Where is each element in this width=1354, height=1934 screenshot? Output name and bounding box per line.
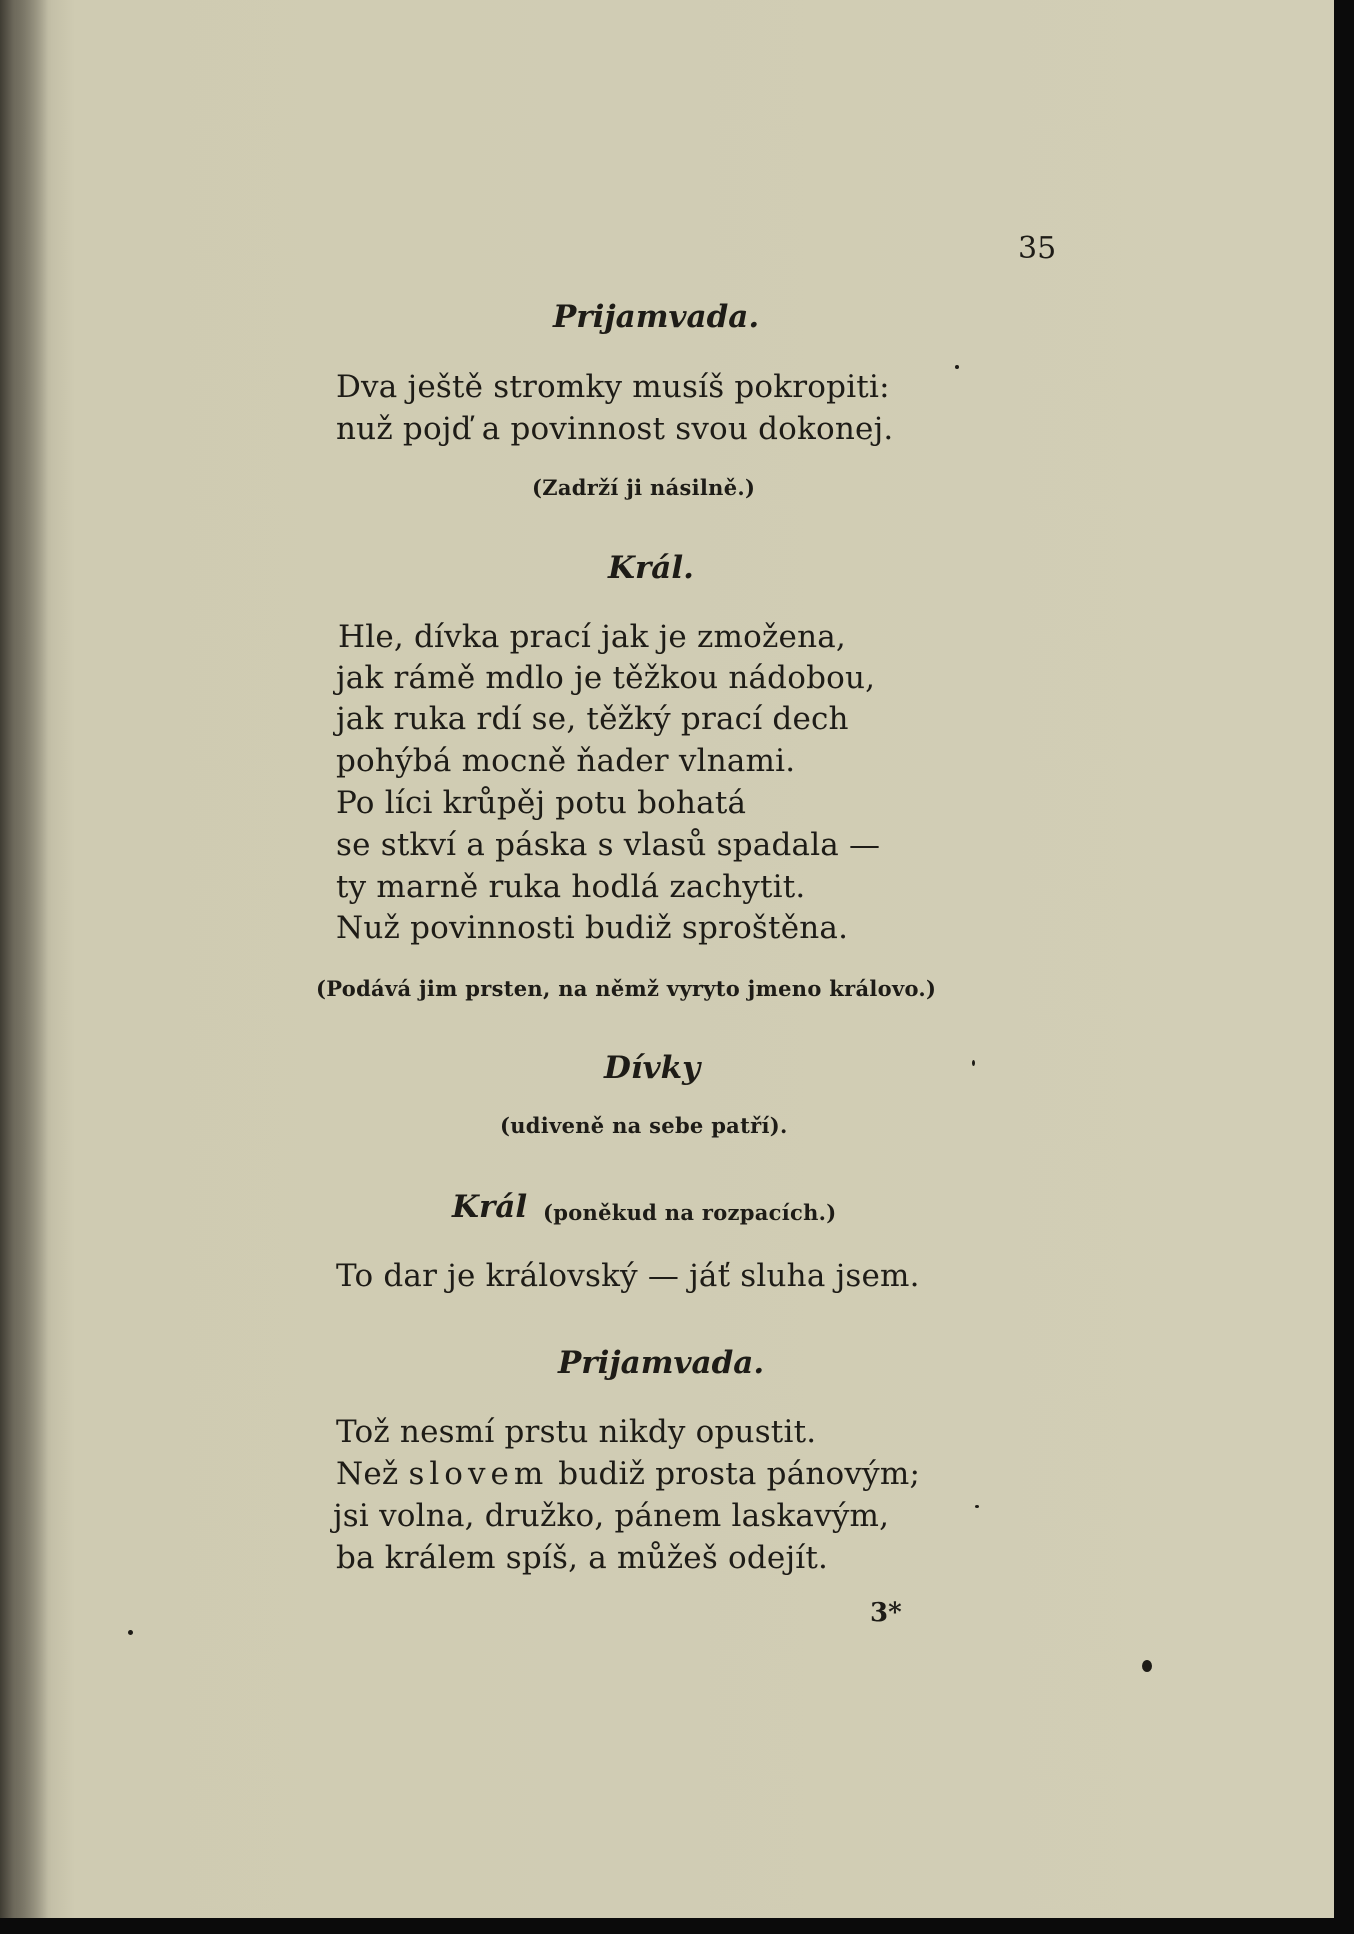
speaker-divky: Dívky bbox=[604, 1050, 701, 1086]
stage-direction: (Zadrží ji násilně.) bbox=[532, 475, 756, 500]
verse-line: Dva ještě stromky musíš pokropiti: bbox=[336, 369, 890, 405]
stage-direction: (poněkud na rozpacích.) bbox=[543, 1200, 837, 1225]
verse-line: jsi volna, družko, pánem laskavým, bbox=[333, 1498, 890, 1534]
speaker-prijamvada-2: Prijamvada. bbox=[558, 1345, 765, 1381]
verse-line: ba králem spíš, a můžeš odejít. bbox=[336, 1540, 829, 1576]
speaker-prijamvada-1: Prijamvada. bbox=[553, 299, 760, 335]
verse-line: se stkví a páska s vlasů spadala — bbox=[336, 827, 881, 863]
verse-line: ty marně ruka hodlá zachytit. bbox=[336, 869, 806, 905]
ink-speck bbox=[128, 1630, 133, 1635]
ink-speck bbox=[975, 1505, 979, 1508]
speaker-kral-1: Král. bbox=[608, 550, 694, 586]
page-number: 35 bbox=[1018, 231, 1057, 266]
ink-speck bbox=[1142, 1660, 1152, 1672]
verse-line: Hle, dívka prací jak je zmožena, bbox=[338, 619, 846, 655]
verse-line: To dar je královský — jáť sluha jsem. bbox=[336, 1258, 920, 1294]
verse-line: Po líci krůpěj potu bohatá bbox=[336, 785, 747, 821]
page-gutter-shadow bbox=[0, 0, 48, 1918]
verse-line: jak rámě mdlo je těžkou nádobou, bbox=[336, 660, 876, 696]
verse-line bbox=[336, 1456, 921, 1492]
ink-speck bbox=[955, 365, 959, 369]
ink-speck bbox=[972, 1060, 975, 1066]
signature-mark: 3* bbox=[870, 1598, 902, 1628]
verse-line: nuž pojď a povinnost svou dokonej. bbox=[336, 411, 894, 447]
stage-direction: (udiveně na sebe patří). bbox=[500, 1113, 788, 1138]
speaker-kral-2: Král bbox=[452, 1189, 528, 1225]
verse-line: Nuž povinnosti budiž sproštěna. bbox=[336, 910, 849, 946]
stage-direction: (Podává jim prsten, na němž vyryto jmeno královo.) bbox=[316, 976, 937, 1001]
verse-line: pohýbá mocně ňader vlnami. bbox=[336, 743, 796, 779]
verse-fragment: Než bbox=[336, 1456, 399, 1492]
verse-fragment: budiž prosta pánovým; bbox=[558, 1456, 921, 1492]
verse-line: jak ruka rdí se, těžký prací dech bbox=[336, 701, 849, 737]
verse-line: Tož nesmí prstu nikdy opustit. bbox=[336, 1414, 817, 1450]
verse-emphasis: slovem bbox=[408, 1456, 549, 1492]
